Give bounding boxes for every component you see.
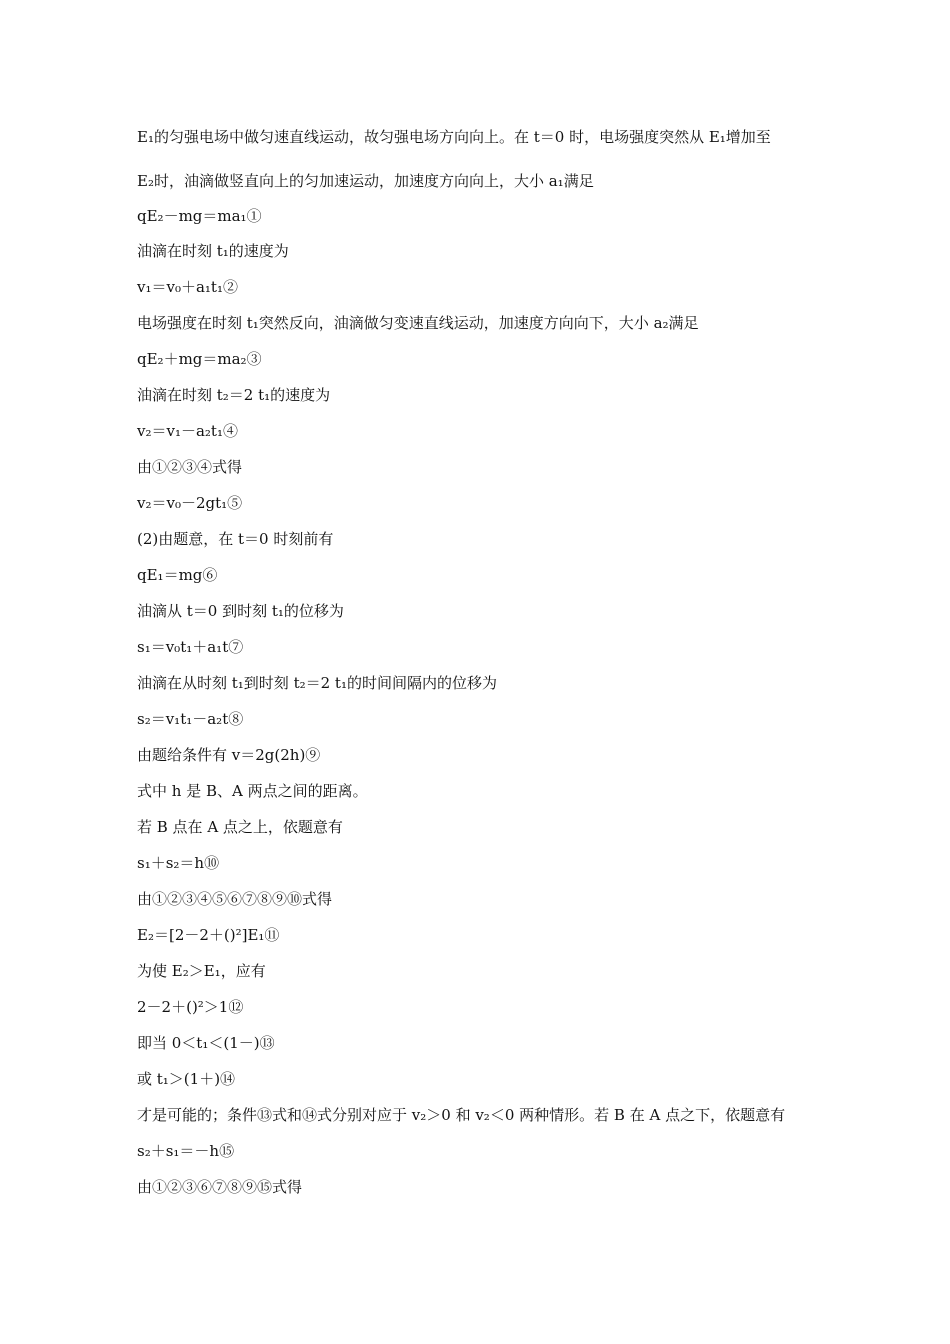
text-line-14: 为使 E₂＞E₁，应有 xyxy=(137,962,266,980)
text-line-10: 由题给条件有 v＝2g(2h)⑨ xyxy=(137,746,321,764)
text-line-8: 油滴从 t＝0 到时刻 t₁的位移为 xyxy=(137,602,344,620)
text-line-2: E₂时，油滴做竖直向上的匀加速运动，加速度方向向上，大小 a₁满足 xyxy=(137,172,594,190)
text-line-15: 才是可能的；条件⑬式和⑭式分别对应于 v₂＞0 和 v₂＜0 两种情形。若 B 在 A 点之下，依题意有 xyxy=(137,1106,786,1124)
text-line-12: 若 B 点在 A 点之上，依题意有 xyxy=(137,818,343,836)
text-line-16: 由①②③⑥⑦⑧⑨⑮式得 xyxy=(137,1178,303,1196)
equation-11: E₂＝[2－2＋()²]E₁⑪ xyxy=(137,926,280,944)
equation-8: s₂＝v₁t₁－a₂t⑧ xyxy=(137,710,244,728)
text-line-13: 由①②③④⑤⑥⑦⑧⑨⑩式得 xyxy=(137,890,333,908)
text-line-1: E₁的匀强电场中做匀速直线运动，故匀强电场方向向上。在 t＝0 时，电场强度突然从 E₁增加至 xyxy=(137,128,771,146)
equation-13: 即当 0＜t₁＜(1－)⑬ xyxy=(137,1034,275,1052)
equation-1: qE₂－mg＝ma₁① xyxy=(137,207,262,225)
text-line-7: (2)由题意，在 t＝0 时刻前有 xyxy=(137,530,334,548)
equation-2: v₁＝v₀＋a₁t₁② xyxy=(137,278,238,296)
text-line-5: 油滴在时刻 t₂＝2 t₁的速度为 xyxy=(137,386,331,404)
equation-15: s₂＋s₁＝－h⑮ xyxy=(137,1142,235,1160)
equation-7: s₁＝v₀t₁＋a₁t⑦ xyxy=(137,638,244,656)
equation-5: v₂＝v₀－2gt₁⑤ xyxy=(137,494,243,512)
text-line-11: 式中 h 是 B、A 两点之间的距离。 xyxy=(137,782,368,800)
text-line-3: 油滴在时刻 t₁的速度为 xyxy=(137,242,289,260)
equation-10: s₁＋s₂＝h⑩ xyxy=(137,854,220,872)
text-line-4: 电场强度在时刻 t₁突然反向，油滴做匀变速直线运动，加速度方向向下，大小 a₂满足 xyxy=(137,314,699,332)
equation-12: 2－2＋()²＞1⑫ xyxy=(137,998,244,1016)
equation-6: qE₁＝mg⑥ xyxy=(137,566,218,584)
equation-4: v₂＝v₁－a₂t₁④ xyxy=(137,422,238,440)
equation-3: qE₂＋mg＝ma₂③ xyxy=(137,350,262,368)
text-line-9: 油滴在从时刻 t₁到时刻 t₂＝2 t₁的时间间隔内的位移为 xyxy=(137,674,497,692)
equation-14: 或 t₁＞(1＋)⑭ xyxy=(137,1070,236,1088)
text-line-6: 由①②③④式得 xyxy=(137,458,243,476)
